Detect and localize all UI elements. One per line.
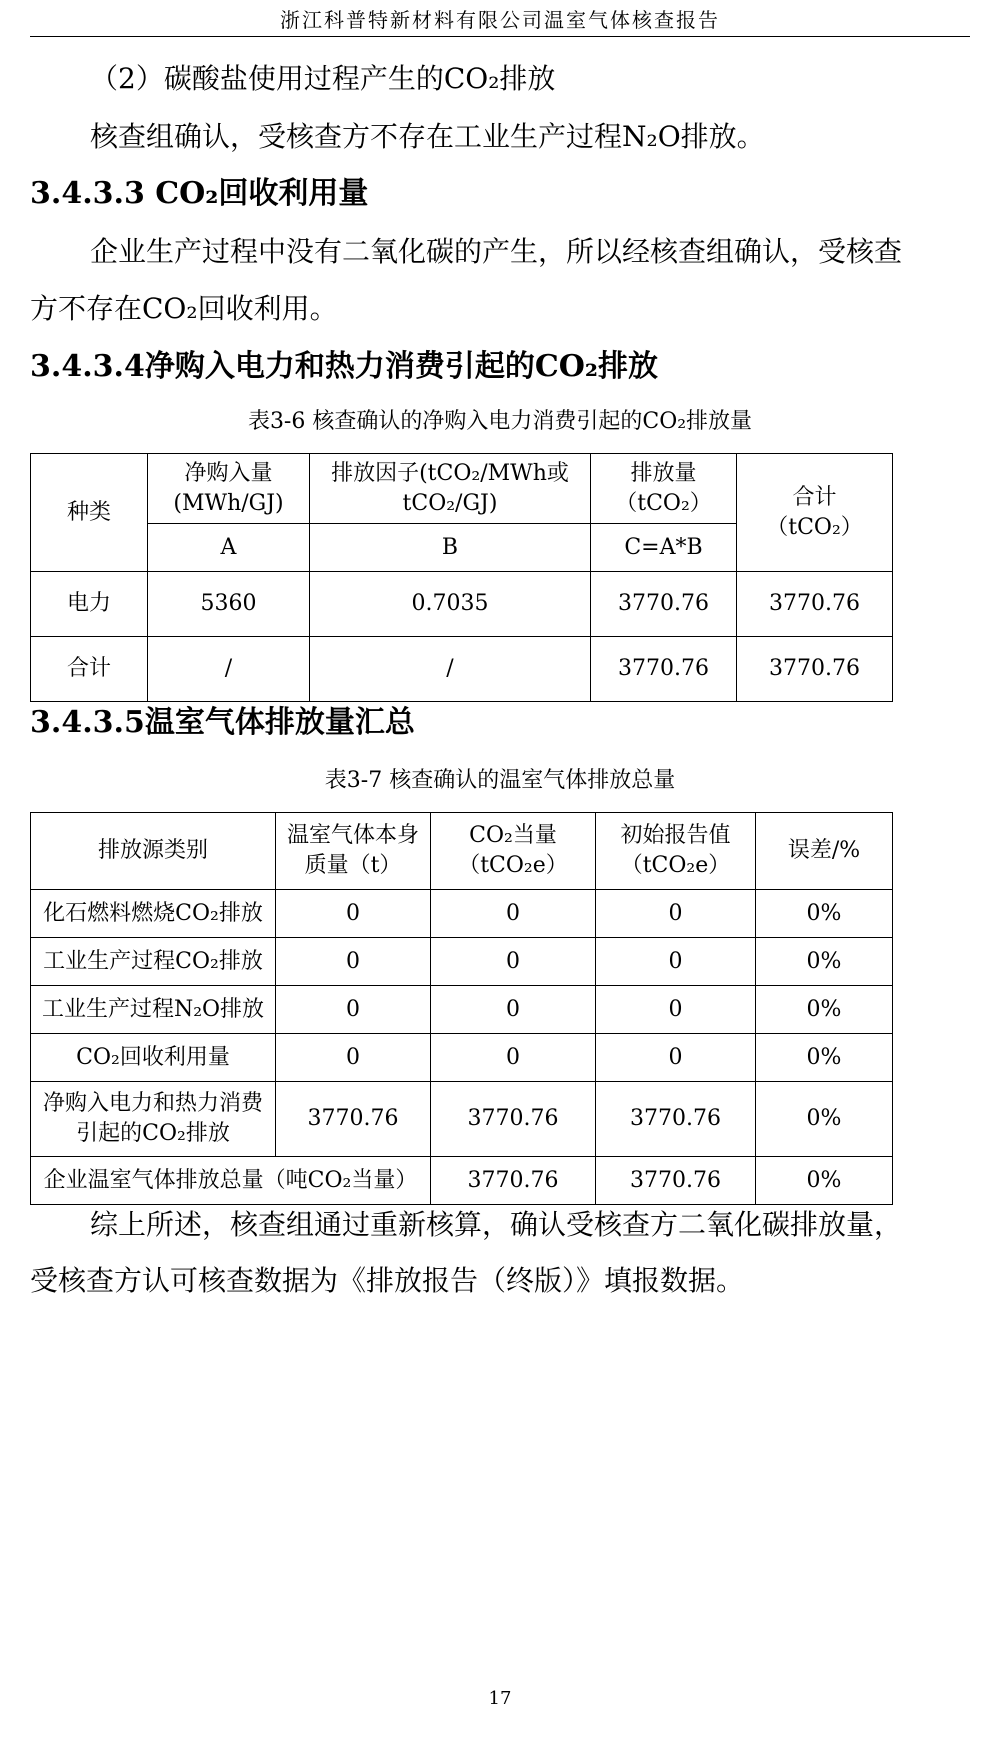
cell-kind: 电力 — [31, 572, 148, 637]
cell-emission: 3770.76 — [591, 572, 737, 637]
table-row — [31, 1082, 893, 1157]
heading-ghg-summary: 3.4.3.5温室气体排放量汇总 — [30, 705, 415, 740]
cell-total: 3770.76 — [737, 572, 893, 637]
cell-net: / — [148, 637, 310, 702]
table-header-factor: 排放因子(tCO₂/MWh或 tCO₂/GJ) — [310, 454, 591, 524]
cell-mass: 0 — [276, 1034, 431, 1082]
paragraph-n2o: 核查组确认，受核查方不存在工业生产过程N₂O排放。 — [90, 120, 765, 153]
cell-source: 工业生产过程CO₂排放 — [31, 938, 276, 986]
table-header-b: B — [310, 524, 591, 572]
cell-mass: 0 — [276, 938, 431, 986]
heading-purchased-power: 3.4.3.4净购入电力和热力消费引起的CO₂排放 — [30, 349, 658, 384]
cell-co2e: 0 — [431, 890, 596, 938]
cell-error: 0% — [756, 1034, 893, 1082]
table-header-c: C=A*B — [591, 524, 737, 572]
cell-initial: 0 — [596, 938, 756, 986]
cell-co2e: 0 — [431, 938, 596, 986]
page-header: 浙江科普特新材料有限公司温室气体核查报告 — [30, 6, 970, 37]
cell-co2e: 0 — [431, 986, 596, 1034]
table-header-emission: 排放量 （tCO₂） — [591, 454, 737, 524]
cell-error: 0% — [756, 1082, 893, 1157]
cell-emission: 3770.76 — [591, 637, 737, 702]
table-header-source: 排放源类别 — [31, 813, 276, 890]
table-row — [31, 572, 893, 637]
table-header-a: A — [148, 524, 310, 572]
cell-mass: 0 — [276, 890, 431, 938]
table-header-total: 合计 （tCO₂） — [737, 454, 893, 572]
table-header-initial: 初始报告值 （tCO₂e） — [596, 813, 756, 890]
cell-error: 0% — [756, 890, 893, 938]
cell-factor: 0.7035 — [310, 572, 591, 637]
table-3-6-caption: 表3-6 核查确认的净购入电力消费引起的CO₂排放量 — [247, 409, 753, 434]
table-header-error: 误差/% — [756, 813, 893, 890]
table-header-mass: 温室气体本身 质量（t） — [276, 813, 431, 890]
table-header-kind: 种类 — [31, 454, 148, 572]
cell-total-label: 企业温室气体排放总量（吨CO₂当量） — [31, 1157, 431, 1205]
cell-co2e: 3770.76 — [431, 1157, 596, 1205]
cell-total: 3770.76 — [737, 637, 893, 702]
table-row-total — [31, 1157, 893, 1205]
cell-mass: 3770.76 — [276, 1082, 431, 1157]
cell-co2e: 0 — [431, 1034, 596, 1082]
table-header-net: 净购入量 (MWh/GJ) — [148, 454, 310, 524]
cell-source: 化石燃料燃烧CO₂排放 — [31, 890, 276, 938]
cell-factor: / — [310, 637, 591, 702]
paragraph-recovery-line2: 方不存在CO₂回收利用。 — [30, 292, 338, 325]
cell-initial: 0 — [596, 890, 756, 938]
cell-co2e: 3770.76 — [431, 1082, 596, 1157]
table-row — [31, 890, 893, 938]
page-number: 17 — [488, 1688, 512, 1709]
table-row — [31, 637, 893, 702]
table-3-6 — [30, 453, 893, 702]
cell-net: 5360 — [148, 572, 310, 637]
table-row — [31, 1034, 893, 1082]
table-header-co2e: CO₂当量 （tCO₂e） — [431, 813, 596, 890]
cell-source: 净购入电力和热力消费 引起的CO₂排放 — [31, 1082, 276, 1157]
paragraph-conclusion-line1: 综上所述，核查组通过重新核算，确认受核查方二氧化碳排放量， — [90, 1208, 903, 1241]
cell-source: 工业生产过程N₂O排放 — [31, 986, 276, 1034]
cell-initial: 3770.76 — [596, 1082, 756, 1157]
table-row — [31, 938, 893, 986]
cell-source: CO₂回收利用量 — [31, 1034, 276, 1082]
table-row — [31, 986, 893, 1034]
cell-error: 0% — [756, 986, 893, 1034]
cell-kind: 合计 — [31, 637, 148, 702]
cell-initial: 3770.76 — [596, 1157, 756, 1205]
cell-error: 0% — [756, 1157, 893, 1205]
table-3-7-caption: 表3-7 核查确认的温室气体排放总量 — [324, 768, 676, 793]
cell-mass: 0 — [276, 986, 431, 1034]
paragraph-recovery-line1: 企业生产过程中没有二氧化碳的产生，所以经核查组确认，受核查 — [90, 235, 903, 268]
paragraph-carbonate: （2）碳酸盐使用过程产生的CO₂排放 — [90, 62, 556, 95]
cell-initial: 0 — [596, 986, 756, 1034]
cell-error: 0% — [756, 938, 893, 986]
cell-initial: 0 — [596, 1034, 756, 1082]
heading-co2-recovery: 3.4.3.3 CO₂回收利用量 — [30, 176, 369, 211]
table-3-7 — [30, 812, 893, 1205]
paragraph-conclusion-line2: 受核查方认可核查数据为《排放报告（终版）》填报数据。 — [30, 1264, 745, 1297]
